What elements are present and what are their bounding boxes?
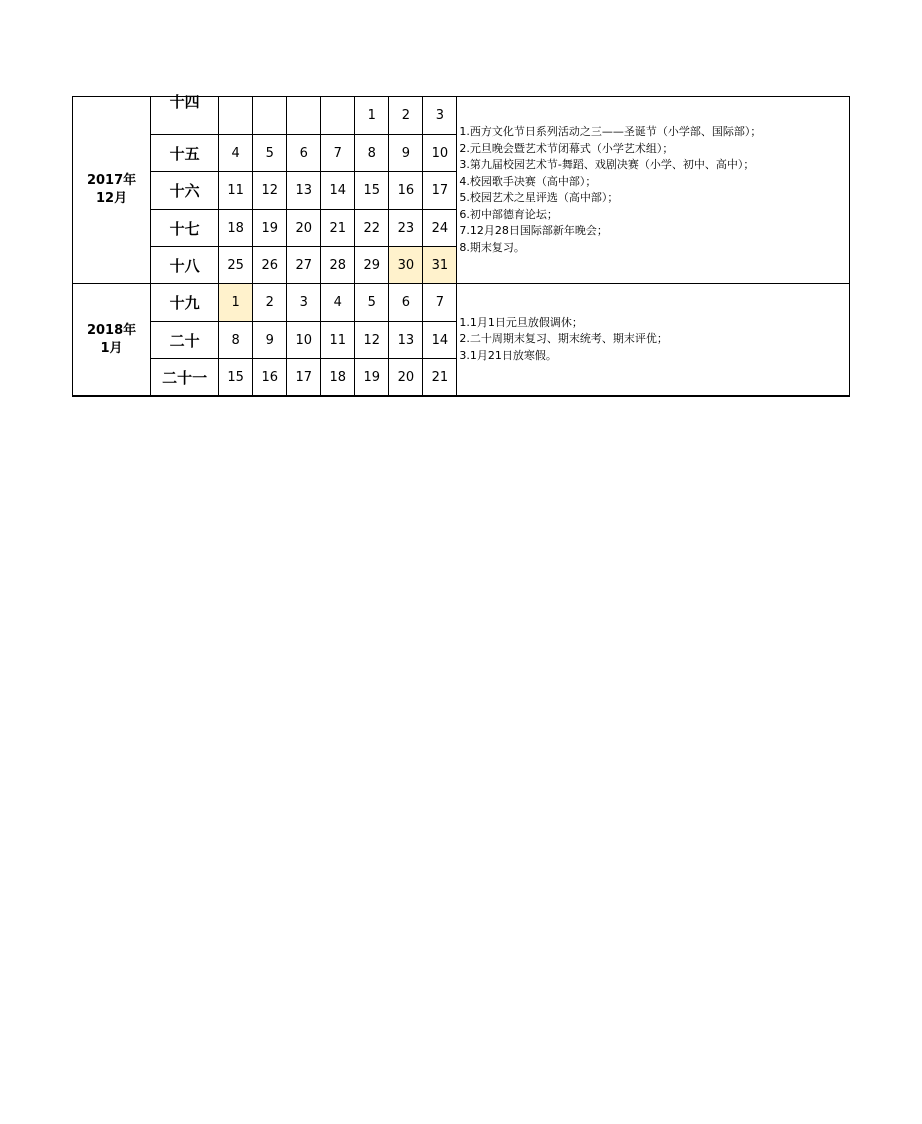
day-cell: 17 bbox=[423, 172, 457, 210]
week-label: 二十 bbox=[151, 322, 219, 359]
day-cell: 17 bbox=[287, 359, 321, 396]
day-cell: 27 bbox=[287, 247, 321, 284]
day-cell: 3 bbox=[287, 284, 321, 322]
week-label: 十七 bbox=[151, 210, 219, 247]
day-cell: 20 bbox=[389, 359, 423, 396]
day-cell bbox=[287, 97, 321, 135]
week-label: 二十一 bbox=[151, 359, 219, 396]
day-cell: 2 bbox=[253, 284, 287, 322]
school-calendar-table bbox=[72, 92, 850, 396]
day-cell bbox=[321, 97, 355, 135]
day-cell: 11 bbox=[321, 322, 355, 359]
notes-dec-2017 bbox=[457, 97, 850, 284]
day-cell: 6 bbox=[287, 135, 321, 172]
day-cell: 21 bbox=[321, 210, 355, 247]
day-cell: 9 bbox=[389, 135, 423, 172]
note-item: 7.12月28日国际部新年晚会； bbox=[459, 224, 608, 237]
day-cell: 12 bbox=[355, 322, 389, 359]
day-cell: 29 bbox=[355, 247, 389, 284]
day-cell: 22 bbox=[355, 210, 389, 247]
day-cell: 14 bbox=[321, 172, 355, 210]
week-label: 十八 bbox=[151, 247, 219, 284]
note-item: 1.西方文化节日系列活动之三——圣诞节（小学部、国际部）； bbox=[459, 125, 762, 138]
day-cell-highlighted: 31 bbox=[423, 247, 457, 284]
day-cell: 6 bbox=[389, 284, 423, 322]
week-label: 十九 bbox=[151, 284, 219, 322]
week-label: 十四 bbox=[151, 97, 219, 135]
day-cell: 11 bbox=[219, 172, 253, 210]
day-cell: 8 bbox=[355, 135, 389, 172]
month-name: 1月 bbox=[100, 340, 123, 356]
day-cell-highlighted: 30 bbox=[389, 247, 423, 284]
note-item: 5.校园艺术之星评选（高中部）； bbox=[459, 191, 619, 204]
day-cell: 26 bbox=[253, 247, 287, 284]
day-cell: 16 bbox=[389, 172, 423, 210]
notes-jan-2018 bbox=[457, 284, 850, 396]
day-cell: 15 bbox=[355, 172, 389, 210]
month-label-dec-2017 bbox=[73, 97, 151, 284]
table-row bbox=[73, 284, 850, 322]
day-cell: 28 bbox=[321, 247, 355, 284]
month-label-jan-2018 bbox=[73, 284, 151, 396]
week-label: 十五 bbox=[151, 135, 219, 172]
note-item: 1.1月1日元旦放假调休； bbox=[459, 315, 583, 329]
month-year: 2018年 bbox=[86, 322, 137, 338]
day-cell bbox=[219, 97, 253, 135]
day-cell: 4 bbox=[321, 284, 355, 322]
note-item: 8.期末复习。 bbox=[459, 240, 525, 254]
note-item: 6.初中部德育论坛； bbox=[459, 207, 558, 221]
day-cell: 19 bbox=[253, 210, 287, 247]
note-item: 3.第九届校园艺术节-舞蹈、戏剧决赛（小学、初中、高中）； bbox=[459, 158, 755, 171]
day-cell: 10 bbox=[423, 135, 457, 172]
day-cell: 20 bbox=[287, 210, 321, 247]
day-cell: 25 bbox=[219, 247, 253, 284]
day-cell: 8 bbox=[219, 322, 253, 359]
day-cell: 5 bbox=[253, 135, 287, 172]
day-cell: 18 bbox=[219, 210, 253, 247]
note-item: 2.元旦晚会暨艺术节闭幕式（小学艺术组）； bbox=[459, 141, 674, 155]
day-cell: 5 bbox=[355, 284, 389, 322]
note-item: 4.校园歌手决赛（高中部）； bbox=[459, 174, 597, 188]
month-name: 12月 bbox=[96, 191, 128, 206]
day-cell: 16 bbox=[253, 359, 287, 396]
day-cell: 13 bbox=[287, 172, 321, 210]
day-cell: 13 bbox=[389, 322, 423, 359]
day-cell: 7 bbox=[321, 135, 355, 172]
day-cell bbox=[253, 97, 287, 135]
day-cell: 23 bbox=[389, 210, 423, 247]
day-cell: 2 bbox=[389, 97, 423, 135]
day-cell: 19 bbox=[355, 359, 389, 396]
day-cell: 21 bbox=[423, 359, 457, 396]
day-cell: 4 bbox=[219, 135, 253, 172]
day-cell: 24 bbox=[423, 210, 457, 247]
day-cell: 7 bbox=[423, 284, 457, 322]
day-cell: 3 bbox=[423, 97, 457, 135]
note-item: 3.1月21日放寒假。 bbox=[459, 348, 557, 362]
table-row bbox=[73, 97, 850, 135]
day-cell: 12 bbox=[253, 172, 287, 210]
month-year: 2017年 bbox=[86, 173, 137, 188]
day-cell: 9 bbox=[253, 322, 287, 359]
week-label: 十六 bbox=[151, 172, 219, 210]
day-cell: 18 bbox=[321, 359, 355, 396]
day-cell: 14 bbox=[423, 322, 457, 359]
day-cell: 1 bbox=[355, 97, 389, 135]
day-cell-highlighted: 1 bbox=[219, 284, 253, 322]
day-cell: 15 bbox=[219, 359, 253, 396]
calendar-sheet bbox=[72, 92, 850, 397]
day-cell: 10 bbox=[287, 322, 321, 359]
note-item: 2.二十周期末复习、期末统考、期末评优； bbox=[459, 332, 668, 346]
